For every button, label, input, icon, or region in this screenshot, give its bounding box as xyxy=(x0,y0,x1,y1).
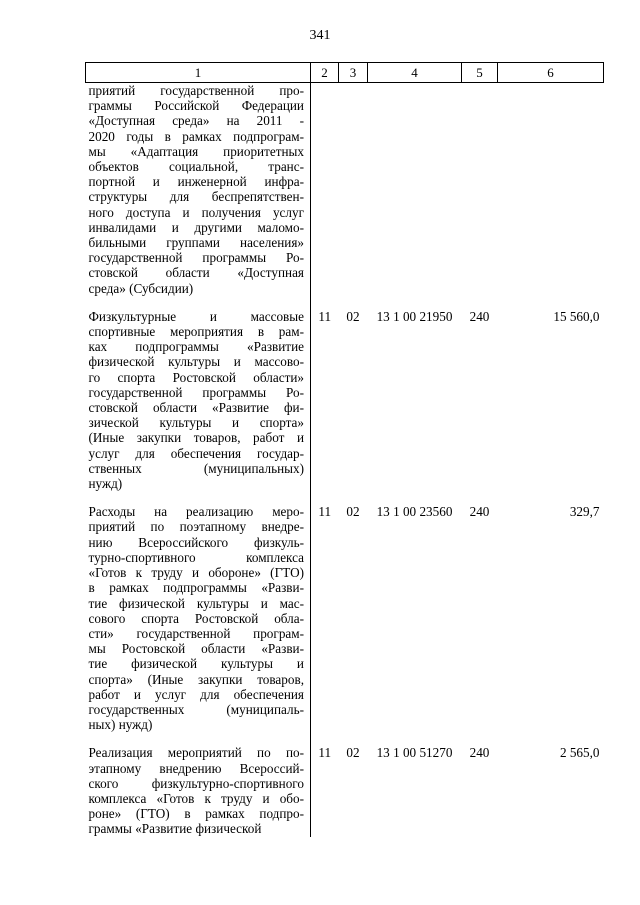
description-line: спорта» (Иные закупки товаров, xyxy=(88,671,304,687)
description-line: тие физической культуры и xyxy=(88,656,304,672)
column-header-1: 1 xyxy=(86,63,311,83)
expense-type-code: 240 xyxy=(469,504,490,520)
description-line: ственных (муниципальных) xyxy=(88,460,304,476)
target-article-code: 13 1 00 23560 xyxy=(376,504,453,520)
page-number: 341 xyxy=(309,28,331,43)
column-header-6: 6 xyxy=(498,63,604,83)
description-line: зической культуры и спорта» xyxy=(88,415,304,431)
description-line: турно-спортивного комплекса xyxy=(88,549,304,565)
description-line: приятий по поэтапному внедре- xyxy=(88,519,304,535)
table-row xyxy=(86,732,604,836)
description-line: «Доступная среда» на 2011 - xyxy=(88,113,304,129)
description-line: «Готов к труду и обороне» (ГТО) xyxy=(88,565,304,581)
row-description xyxy=(86,83,311,296)
budget-table xyxy=(85,62,604,837)
target-article-code xyxy=(368,83,462,296)
description-line: объектов социальной, транс- xyxy=(88,159,304,175)
table-row xyxy=(86,83,604,296)
description-line: приятий государственной про- xyxy=(88,83,304,98)
description-line: ках подпрограммы «Развитие xyxy=(88,339,304,355)
description-line: стовской области «Развитие фи- xyxy=(88,400,304,416)
row-description xyxy=(86,491,311,732)
column-header-2: 2 xyxy=(311,63,339,83)
subsection-code: 02 xyxy=(346,308,360,324)
description-line: нужд) xyxy=(88,476,123,492)
description-line: Физкультурные и массовые xyxy=(88,308,304,324)
description-line: граммы Российской Федерации xyxy=(88,98,304,114)
description-line: Расходы на реализацию меро- xyxy=(88,504,304,520)
description-line: сового спорта Ростовской обла- xyxy=(88,610,304,626)
amount xyxy=(498,83,604,296)
target-article-code: 13 1 00 21950 xyxy=(376,308,453,324)
description-line: этапному внедрению Всероссий- xyxy=(88,760,304,776)
subsection-code: 02 xyxy=(346,504,360,520)
description-line: сти» государственной програм- xyxy=(88,625,304,641)
description-line: нию Всероссийского физкуль- xyxy=(88,534,304,550)
description-line: ского физкультурно-спортивного xyxy=(88,775,304,791)
description-line: инвалидами и другими маломо- xyxy=(88,219,304,235)
column-header-5: 5 xyxy=(462,63,498,83)
description-line: государственной программы Ро- xyxy=(88,384,304,400)
description-line: мы Ростовской области «Разви- xyxy=(88,641,304,657)
description-line: государственных (муниципаль- xyxy=(88,701,304,717)
row-description xyxy=(86,732,311,836)
table-row xyxy=(86,296,604,491)
description-line: услуг для обеспечения государ- xyxy=(88,445,304,461)
subsection-code: 02 xyxy=(346,745,360,761)
description-line: граммы «Развитие физической xyxy=(88,821,262,837)
section-code xyxy=(311,83,339,296)
description-line: го спорта Ростовской области» xyxy=(88,369,304,385)
description-line: в рамках подпрограммы «Разви- xyxy=(88,580,304,596)
description-line: ных) нужд) xyxy=(88,717,153,733)
table-header xyxy=(86,63,604,83)
amount: 2 565,0 xyxy=(559,745,600,761)
description-line: спортивные мероприятия в рам- xyxy=(88,324,304,340)
column-header-3: 3 xyxy=(339,63,368,83)
table-body xyxy=(86,83,604,837)
section-code: 11 xyxy=(318,504,332,520)
description-line: 2020 годы в рамках подпрограм- xyxy=(88,128,304,144)
target-article-code: 13 1 00 51270 xyxy=(376,745,453,761)
description-line: (Иные закупки товаров, работ и xyxy=(88,430,304,446)
description-line: портной и инженерной инфра- xyxy=(88,174,304,190)
section-code: 11 xyxy=(318,308,332,324)
table-row xyxy=(86,491,604,732)
description-line: комплекса «Готов к труду и обо- xyxy=(88,790,304,806)
description-line: ного доступа и получения услуг xyxy=(88,204,304,220)
amount: 329,7 xyxy=(569,504,600,520)
description-line: Реализация мероприятий по по- xyxy=(88,745,304,761)
expense-type-code: 240 xyxy=(469,745,490,761)
description-line: работ и услуг для обеспечения xyxy=(88,686,304,702)
description-line: стовской области «Доступная xyxy=(88,265,304,281)
expense-type-code xyxy=(462,83,498,296)
description-line: физической культуры и массово- xyxy=(88,354,304,370)
section-code: 11 xyxy=(318,745,332,761)
column-header-4: 4 xyxy=(368,63,462,83)
description-line: тие физической культуры и мас- xyxy=(88,595,304,611)
description-line: бильными группами населения» xyxy=(88,235,304,251)
description-line: государственной программы Ро- xyxy=(88,250,304,266)
description-line: среда» (Субсидии) xyxy=(88,280,194,296)
subsection-code xyxy=(339,83,368,296)
description-line: роне» (ГТО) в рамках подпро- xyxy=(88,806,304,822)
expense-type-code: 240 xyxy=(469,308,490,324)
description-line: структуры для беспрепятствен- xyxy=(88,189,304,205)
row-description xyxy=(86,296,311,491)
description-line: мы «Адаптация приоритетных xyxy=(88,143,304,159)
amount: 15 560,0 xyxy=(553,308,600,324)
